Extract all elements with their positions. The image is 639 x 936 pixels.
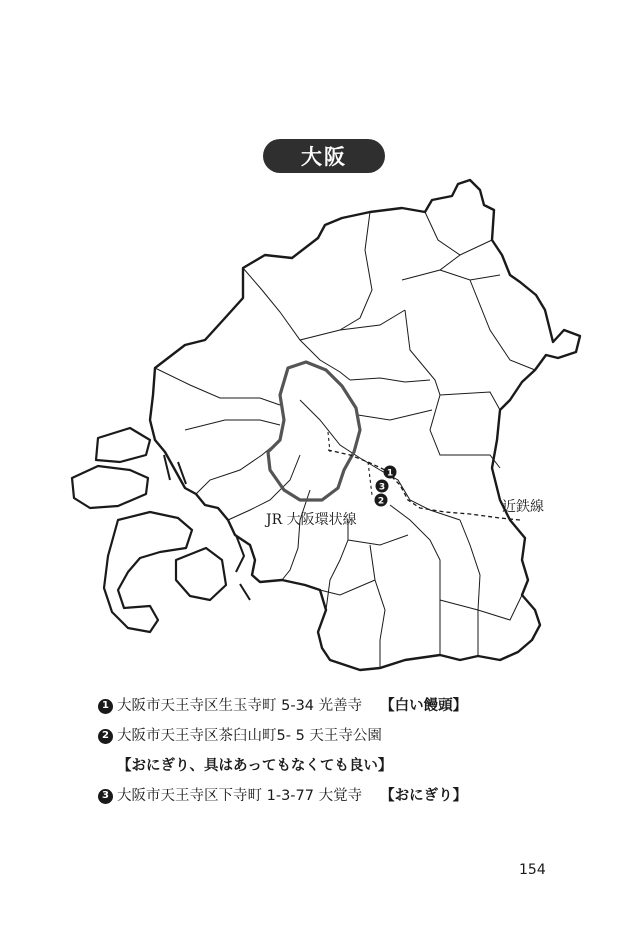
location-marker-1: [384, 466, 397, 479]
legend-address: 大阪市天王寺区下寺町 1-3-77 大覚寺: [117, 788, 363, 804]
legend-address: 大阪市天王寺区生玉寺町 5-34 光善寺: [117, 698, 363, 714]
number-badge-icon: 3: [98, 789, 113, 804]
legend-item-2-detail: 【おにぎり、具はあってもなくても良い】: [117, 758, 393, 774]
kintetsu-line: [328, 450, 520, 520]
jr-loop-label: JR 大阪環状線: [266, 512, 357, 528]
island-1: [96, 428, 150, 462]
kintetsu-label: 近鉄線: [502, 499, 544, 515]
legend-address: 大阪市天王寺区茶臼山町5- 5 天王寺公園: [117, 728, 382, 744]
location-marker-3: [376, 480, 389, 493]
legend-item-3: [98, 781, 467, 811]
svg-text:1: 1: [386, 468, 394, 479]
island-2: [72, 466, 148, 508]
page-number: 154: [519, 862, 546, 878]
number-badge-icon: 2: [98, 729, 113, 744]
number-badge-icon: 1: [98, 699, 113, 714]
legend-item-label: 【白い饅頭】: [380, 698, 468, 714]
svg-text:3: 3: [378, 482, 386, 493]
branch-dashed: [328, 432, 372, 495]
legend-item-label: 【おにぎり】: [380, 788, 468, 804]
jr-loop-line: [268, 362, 360, 500]
island-3: [104, 512, 192, 632]
location-marker-2: [375, 494, 388, 507]
island-4: [176, 548, 226, 600]
svg-text:2: 2: [377, 496, 385, 507]
map-title: 大阪: [263, 139, 385, 173]
legend-item-2: [98, 721, 467, 751]
location-legend: [98, 691, 467, 811]
legend-item-1: [98, 691, 467, 721]
